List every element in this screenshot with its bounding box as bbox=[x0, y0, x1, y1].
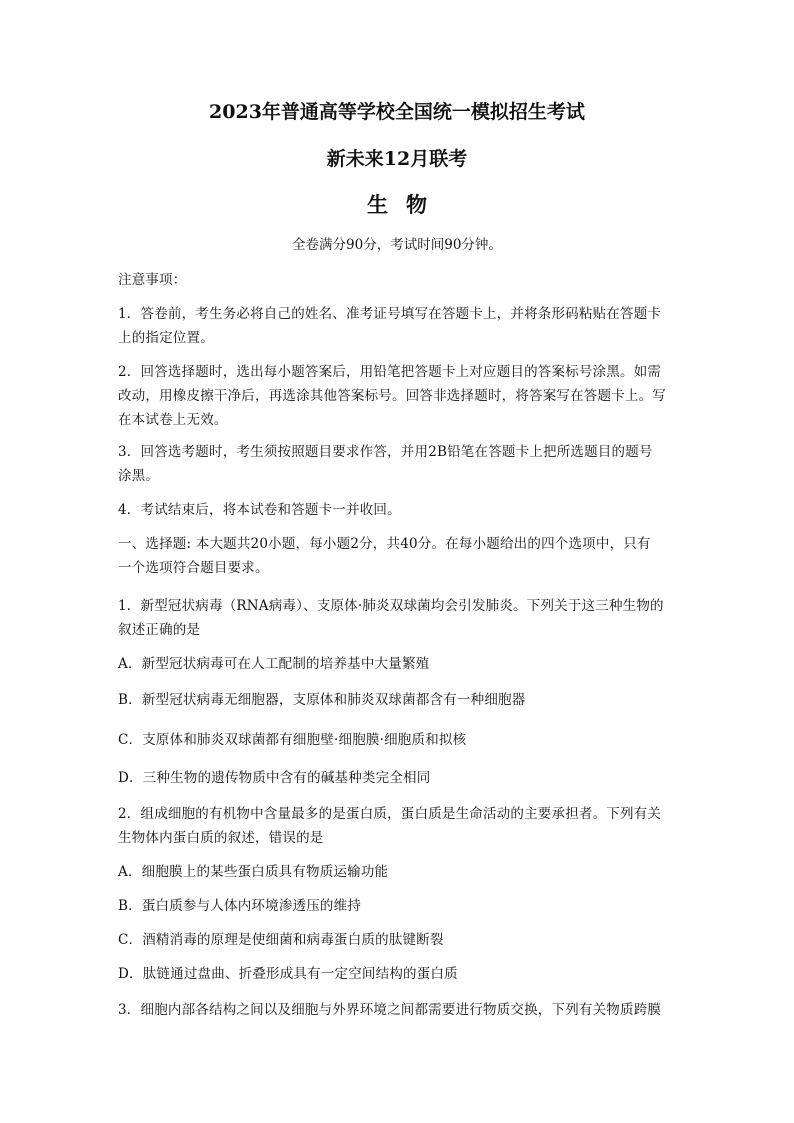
note-item-2-line-2: 改动，用橡皮擦干净后，再选涂其他答案标号。回答非选择题时，将答案写在答题卡上。写 bbox=[118, 388, 666, 404]
question-1-option-c: C．支原体和肺炎双球菌都有细胞壁·细胞膜·细胞质和拟核 bbox=[118, 732, 467, 748]
exam-subtitle: 新未来12月联考 bbox=[326, 148, 468, 170]
question-2-option-d: D．肽链通过盘曲、折叠形成具有一定空间结构的蛋白质 bbox=[118, 966, 458, 982]
question-1-line-2: 叙述正确的是 bbox=[118, 622, 201, 638]
note-item-3-line-1: 3．回答选考题时，考生须按照题目要求作答，并用2B铅笔在答题卡上把所选题目的题号 bbox=[118, 444, 653, 460]
question-1-option-d: D．三种生物的遗传物质中含有的碱基种类完全相同 bbox=[118, 770, 431, 786]
note-item-3-line-2: 涂黑。 bbox=[118, 468, 160, 484]
section-1-line-1: 一、选择题: 本大题共20小题，每小题2分，共40分。在每小题给出的四个选项中，只有 bbox=[118, 536, 651, 552]
question-1-option-a: A．新型冠状病毒可在人工配制的培养基中大量繁殖 bbox=[118, 656, 430, 672]
note-item-2-line-3: 在本试卷上无效。 bbox=[118, 412, 228, 428]
section-1-line-2: 一个选项符合题目要求。 bbox=[118, 560, 269, 576]
note-item-4: 4．考试结束后，将本试卷和答题卡一并收回。 bbox=[118, 502, 401, 518]
question-2-line-1: 2．组成细胞的有机物中含量最多的是蛋白质，蛋白质是生命活动的主要承担者。下列有关 bbox=[118, 806, 662, 822]
question-2-option-a: A．细胞膜上的某些蛋白质具有物质运输功能 bbox=[118, 864, 389, 880]
question-2-line-2: 生物体内蛋白质的叙述，错误的是 bbox=[118, 830, 324, 846]
question-1-option-b: B．新型冠状病毒无细胞器，支原体和肺炎双球菌都含有一种细胞器 bbox=[118, 692, 526, 708]
note-item-2-line-1: 2．回答选择题时，选出每小题答案后，用铅笔把答题卡上对应题目的答案标号涂黑。如需 bbox=[118, 364, 662, 380]
question-1-line-1: 1．新型冠状病毒（RNA病毒）、支原体·肺炎双球菌均会引发肺炎。下列关于这三种生物的 bbox=[118, 598, 664, 614]
question-2-option-c: C．酒精消毒的原理是使细菌和病毒蛋白质的肽键断裂 bbox=[118, 932, 444, 948]
question-3-line-1: 3．细胞内部各结构之间以及细胞与外界环境之间都需要进行物质交换，下列有关物质跨膜 bbox=[118, 1002, 662, 1018]
exam-info: 全卷满分90分，考试时间90分钟。 bbox=[292, 237, 502, 253]
subject-title: 生物 bbox=[367, 192, 445, 217]
note-item-1-line-2: 上的指定位置。 bbox=[118, 330, 214, 346]
note-item-1-line-1: 1．答卷前，考生务必将自己的姓名、准考证号填写在答题卡上，并将条形码粘贴在答题卡 bbox=[118, 306, 662, 322]
question-2-option-b: B．蛋白质参与人体内环境渗透压的维持 bbox=[118, 898, 362, 914]
exam-title: 2023年普通高等学校全国统一模拟招生考试 bbox=[209, 101, 585, 123]
notes-heading: 注意事项： bbox=[118, 272, 187, 288]
